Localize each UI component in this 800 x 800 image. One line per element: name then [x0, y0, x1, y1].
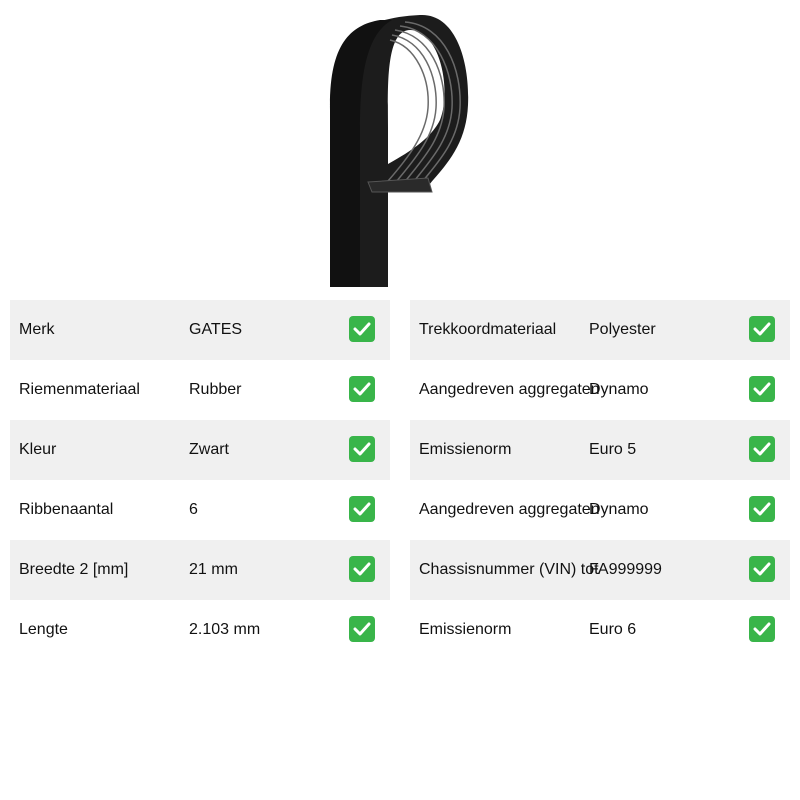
spec-value: Euro 6 — [589, 621, 637, 638]
spec-label: Aangedreven aggregaten — [419, 501, 600, 518]
product-image — [0, 0, 800, 290]
table-row — [10, 480, 390, 540]
table-row — [10, 300, 390, 360]
table-row — [410, 480, 790, 540]
spec-label: Kleur — [19, 441, 57, 458]
spec-label: Chassisnummer (VIN) tot — [419, 561, 599, 578]
spec-value: 6 — [189, 501, 198, 518]
check-icon — [749, 616, 775, 642]
right-spec-table — [410, 300, 790, 660]
check-icon — [749, 316, 775, 342]
check-icon — [349, 556, 375, 582]
spec-value: Rubber — [189, 381, 242, 398]
spec-value: 21 mm — [189, 561, 238, 578]
spec-value: Euro 5 — [589, 441, 637, 458]
spec-label: Aangedreven aggregaten — [419, 381, 600, 398]
check-icon — [349, 436, 375, 462]
table-row — [410, 600, 790, 660]
check-icon — [349, 496, 375, 522]
spec-label: Emissienorm — [419, 441, 512, 458]
spec-label: Merk — [19, 321, 55, 338]
spec-label: Riemenmateriaal — [19, 381, 140, 398]
spec-value: Dynamo — [589, 381, 649, 398]
spec-value: Dynamo — [589, 501, 649, 518]
table-row — [10, 540, 390, 600]
spec-value: 2.103 mm — [189, 621, 261, 638]
table-row — [410, 540, 790, 600]
table-row — [410, 300, 790, 360]
table-row — [410, 420, 790, 480]
table-row — [10, 360, 390, 420]
check-icon — [349, 316, 375, 342]
table-row — [10, 600, 390, 660]
check-icon — [749, 496, 775, 522]
spec-label: Lengte — [19, 621, 68, 638]
table-row — [10, 420, 390, 480]
check-icon — [349, 376, 375, 402]
table-row — [410, 360, 790, 420]
check-icon — [749, 556, 775, 582]
spec-value: GATES — [189, 321, 243, 338]
spec-value: FA999999 — [589, 561, 662, 578]
left-spec-table — [10, 300, 390, 660]
check-icon — [749, 436, 775, 462]
check-icon — [749, 376, 775, 402]
spec-label: Emissienorm — [419, 621, 512, 638]
spec-value: Polyester — [589, 321, 656, 338]
spec-label: Trekkoordmateriaal — [419, 321, 557, 338]
check-icon — [349, 616, 375, 642]
ribbed-belt-icon — [0, 0, 800, 290]
spec-value: Zwart — [189, 441, 229, 458]
spec-label: Ribbenaantal — [19, 501, 114, 518]
spec-label: Breedte 2 [mm] — [19, 561, 129, 578]
